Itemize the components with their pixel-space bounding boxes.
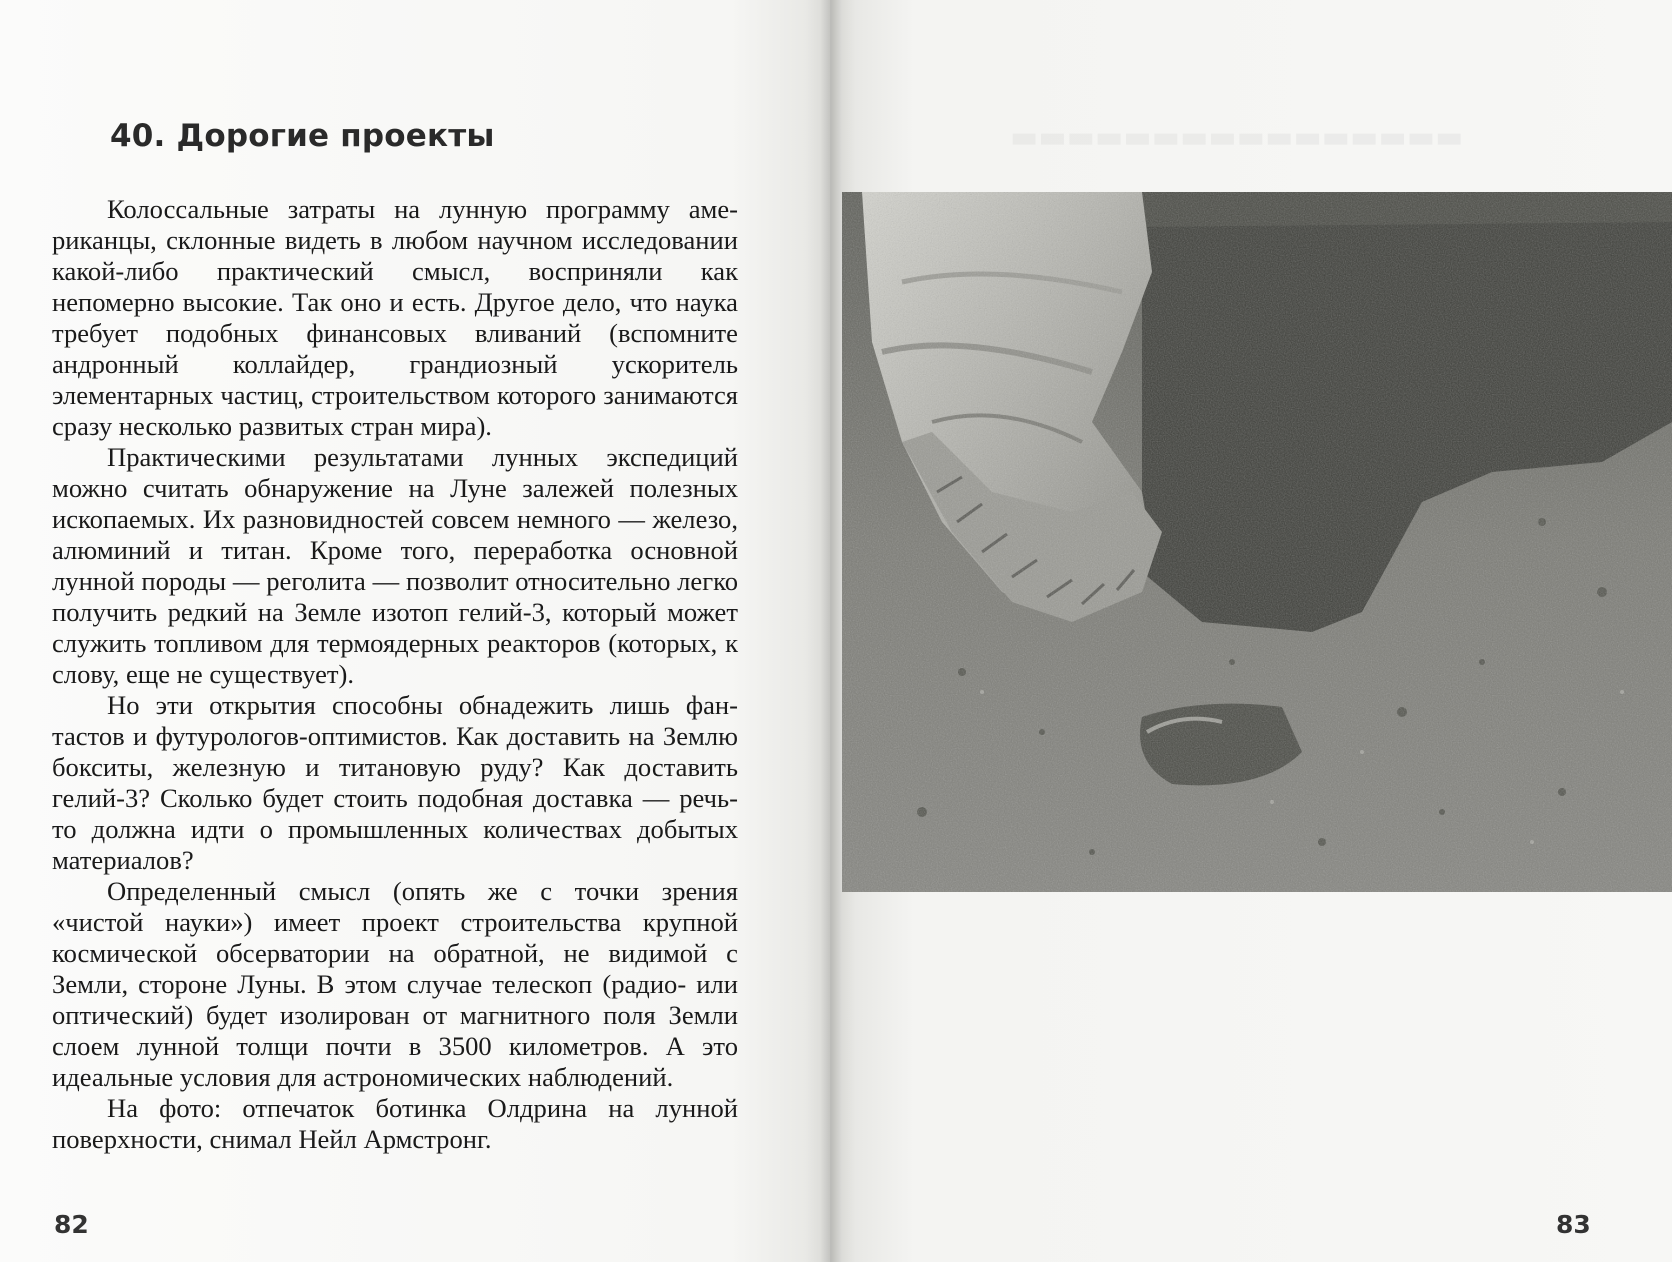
page-number-left: 82 [54,1210,89,1239]
left-page [0,0,830,1262]
page-number-right: 83 [1556,1210,1591,1239]
paragraph-1: Колоссальные затраты на лунную программу американцы, склонные видеть в любом научном исследовании какой-либо практический смысл, восприняли как непомерно высокие. Так оно и есть. Другое дело, что наука требует подобных финансовых вливаний (вспомните андронный коллайдер, грандиозный ускоритель элементарных частиц, строительством которого занимаются сразу несколько развитых стран мира). [52,194,738,441]
book-gutter [820,0,842,1262]
paragraph-2: Практическими результатами лунных экспедиций можно считать обнаружение на Луне залежей полезных ископаемых. Их разновидностей совсем немного — железо, алюминий и титан. Кроме того, переработка основной лунной породы — реголита — позволит относительно легко получить редкий на Земле изотоп гелий-3, который может служить топливом для термоядерных реакторов (которых, к слову, еще не существует). [52,442,738,689]
body-text [52,194,738,1155]
show-through-decoration: ▬▬▬▬▬▬▬▬▬▬▬▬▬▬▬▬ [1010,120,1464,155]
paragraph-3: Но эти открытия способны обнадежить лишь фантастов и футурологов-оптимистов. Как доставить на Землю бокситы, железную и титановую руду? Как доставить гелий-3? Сколько будет стоить подобная доставка — речь-то должна идти о промышленных количествах добытых материалов? [52,690,738,875]
chapter-title: 40. Дорогие проекты [110,118,495,154]
paragraph-4: Определенный смысл (опять же с точки зрения «чистой науки») имеет проект строительства крупной космической обсерватории на обратной, не видимой с Земли, стороне Луны. В этом случае телескоп (радио- или оптический) будет изолирован от магнитного поля Земли слоем лунной толщи почти в 3500 километров. А это идеальные условия для астрономических наблюдений. [52,876,738,1092]
footprint-illustration [842,192,1672,892]
moon-footprint-photo [842,192,1672,892]
paragraph-5-photo-caption: На фото: отпечаток ботинка Олдрина на лунной поверхности, снимал Нейл Армстронг. [52,1093,738,1154]
